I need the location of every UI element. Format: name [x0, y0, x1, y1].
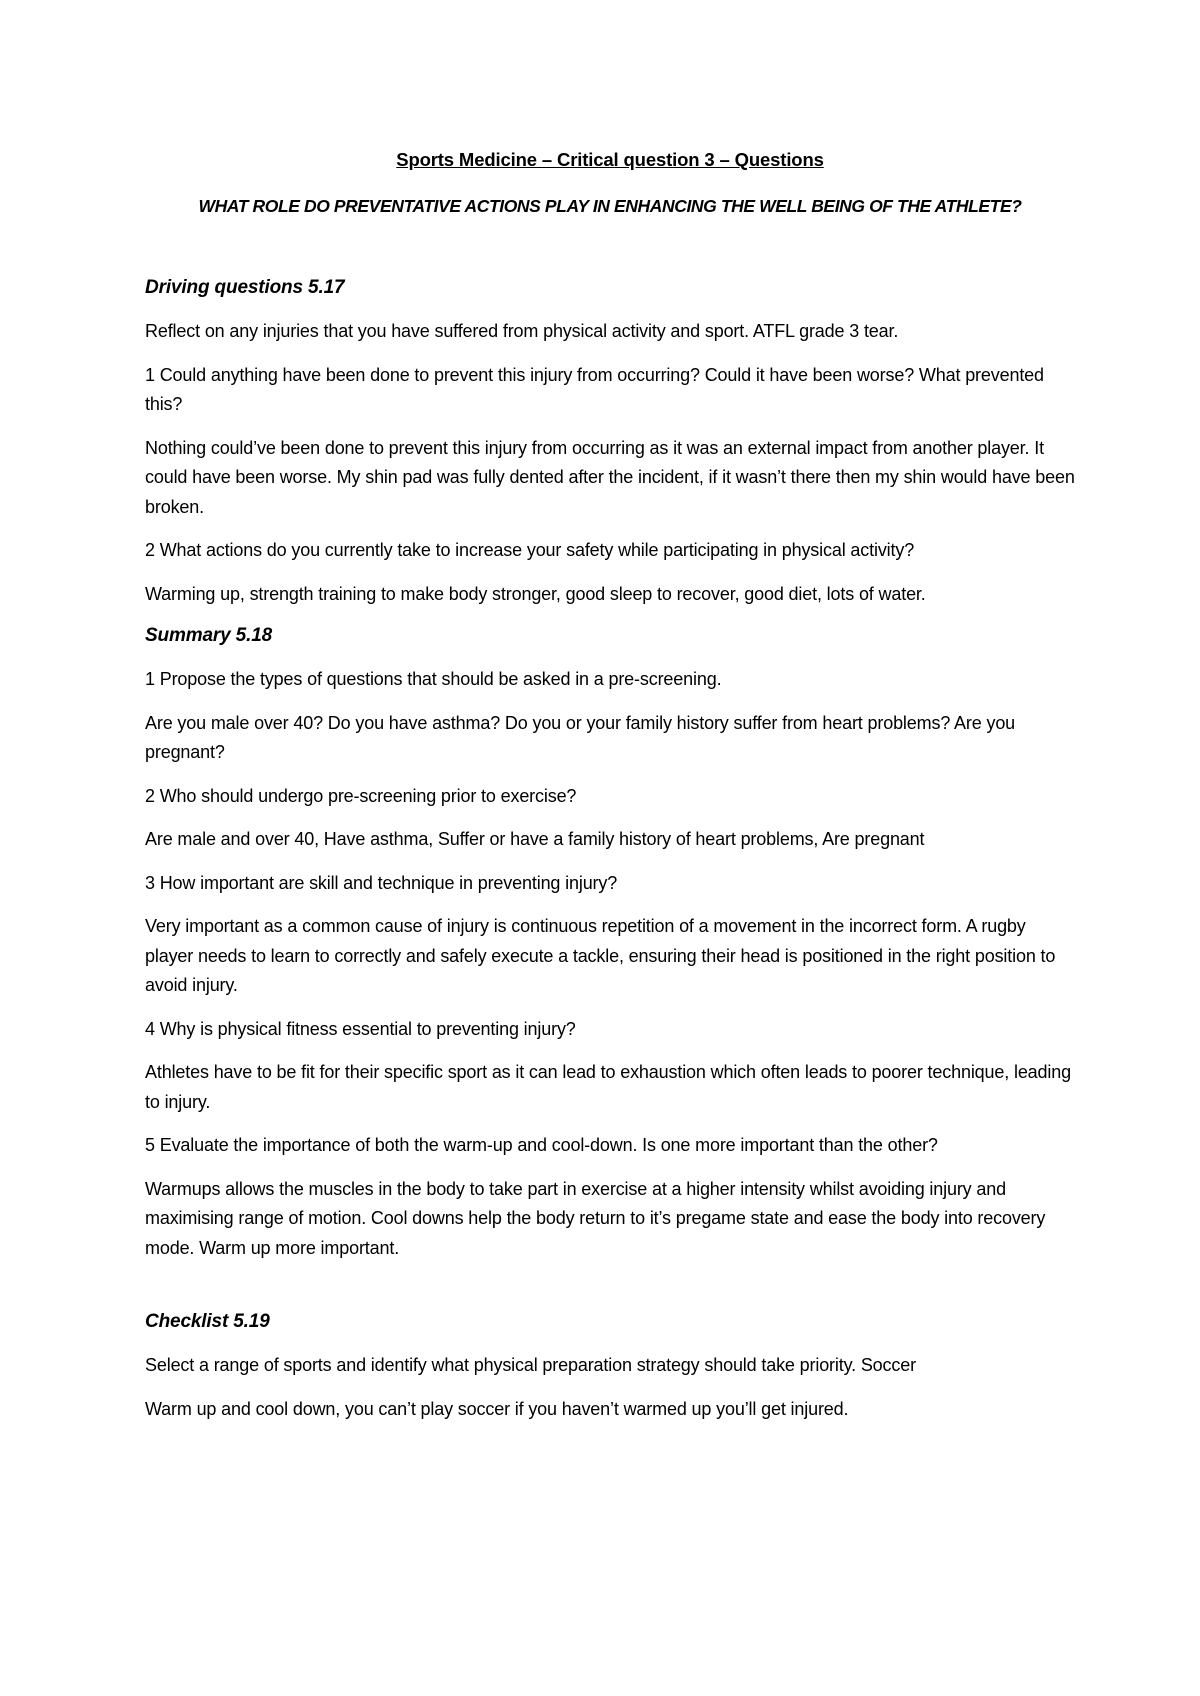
checklist-paragraph-1: Select a range of sports and identify what physical preparation strategy should take priority. Soccer — [145, 1355, 916, 1375]
driving-answer-2: Warming up, strength training to make body stronger, good sleep to recover, good diet, lots of water. — [145, 583, 926, 604]
driving-intro-paragraph: Reflect on any injuries that you have suffered from physical activity and sport. ATFL grade 3 tear. — [145, 321, 899, 341]
checklist-heading: Checklist 5.19 — [145, 1311, 270, 1332]
summary-question-3: 3 How important are skill and technique in preventing injury? — [145, 872, 618, 893]
driving-questions-heading: Driving questions 5.17 — [145, 277, 345, 298]
summary-answer-2: Are male and over 40, Have asthma, Suffer or have a family history of heart problems, Are pregnant — [145, 829, 925, 849]
document-subtitle: WHAT ROLE DO PREVENTATIVE ACTIONS PLAY IN ENHANCING THE WELL BEING OF THE ATHLETE? — [198, 196, 1022, 216]
summary-answer-4: Athletes have to be fit for their specific sport as it can lead to exhaustion which often leads to poorer technique, leading to injury. — [145, 1062, 1071, 1112]
document-title: Sports Medicine – Critical question 3 – Questions — [396, 149, 824, 170]
summary-question-4: 4 Why is physical fitness essential to preventing injury? — [145, 1018, 576, 1039]
summary-answer-1: Are you male over 40? Do you have asthma? Do you or your family history suffer from heart problems? Are you pregnant? — [145, 712, 1016, 762]
summary-heading: Summary 5.18 — [145, 625, 273, 646]
summary-answer-3: Very important as a common cause of injury is continuous repetition of a movement in the incorrect form. A rugby player needs to learn to correctly and safely execute a tackle, ensuring their head is positioned in the right position to avoid injury. — [145, 916, 1056, 995]
driving-question-2: 2 What actions do you currently take to increase your safety while participating in physical activity? — [145, 540, 915, 560]
summary-question-5: 5 Evaluate the importance of both the warm-up and cool-down. Is one more important than the other? — [145, 1135, 938, 1155]
checklist-paragraph-2: Warm up and cool down, you can’t play soccer if you haven’t warmed up you’ll get injured. — [145, 1398, 849, 1419]
document-content — [145, 145, 1075, 1424]
driving-question-1: 1 Could anything have been done to prevent this injury from occurring? Could it have been worse? What prevented this? — [145, 364, 1044, 414]
summary-answer-5: Warmups allows the muscles in the body to take part in exercise at a higher intensity whilst avoiding injury and maximising range of motion. Cool downs help the body return to it’s pregame state and ease the body into recovery mode. Warm up more important. — [145, 1178, 1046, 1258]
driving-answer-1: Nothing could’ve been done to prevent this injury from occurring as it was an external impact from another player. It could have been worse. My shin pad was fully dented after the incident, if it wasn’t there then my shin would have been broken. — [145, 437, 1075, 517]
summary-question-2: 2 Who should undergo pre-screening prior to exercise? — [145, 785, 577, 806]
summary-question-1: 1 Propose the types of questions that should be asked in a pre-screening. — [145, 669, 722, 689]
